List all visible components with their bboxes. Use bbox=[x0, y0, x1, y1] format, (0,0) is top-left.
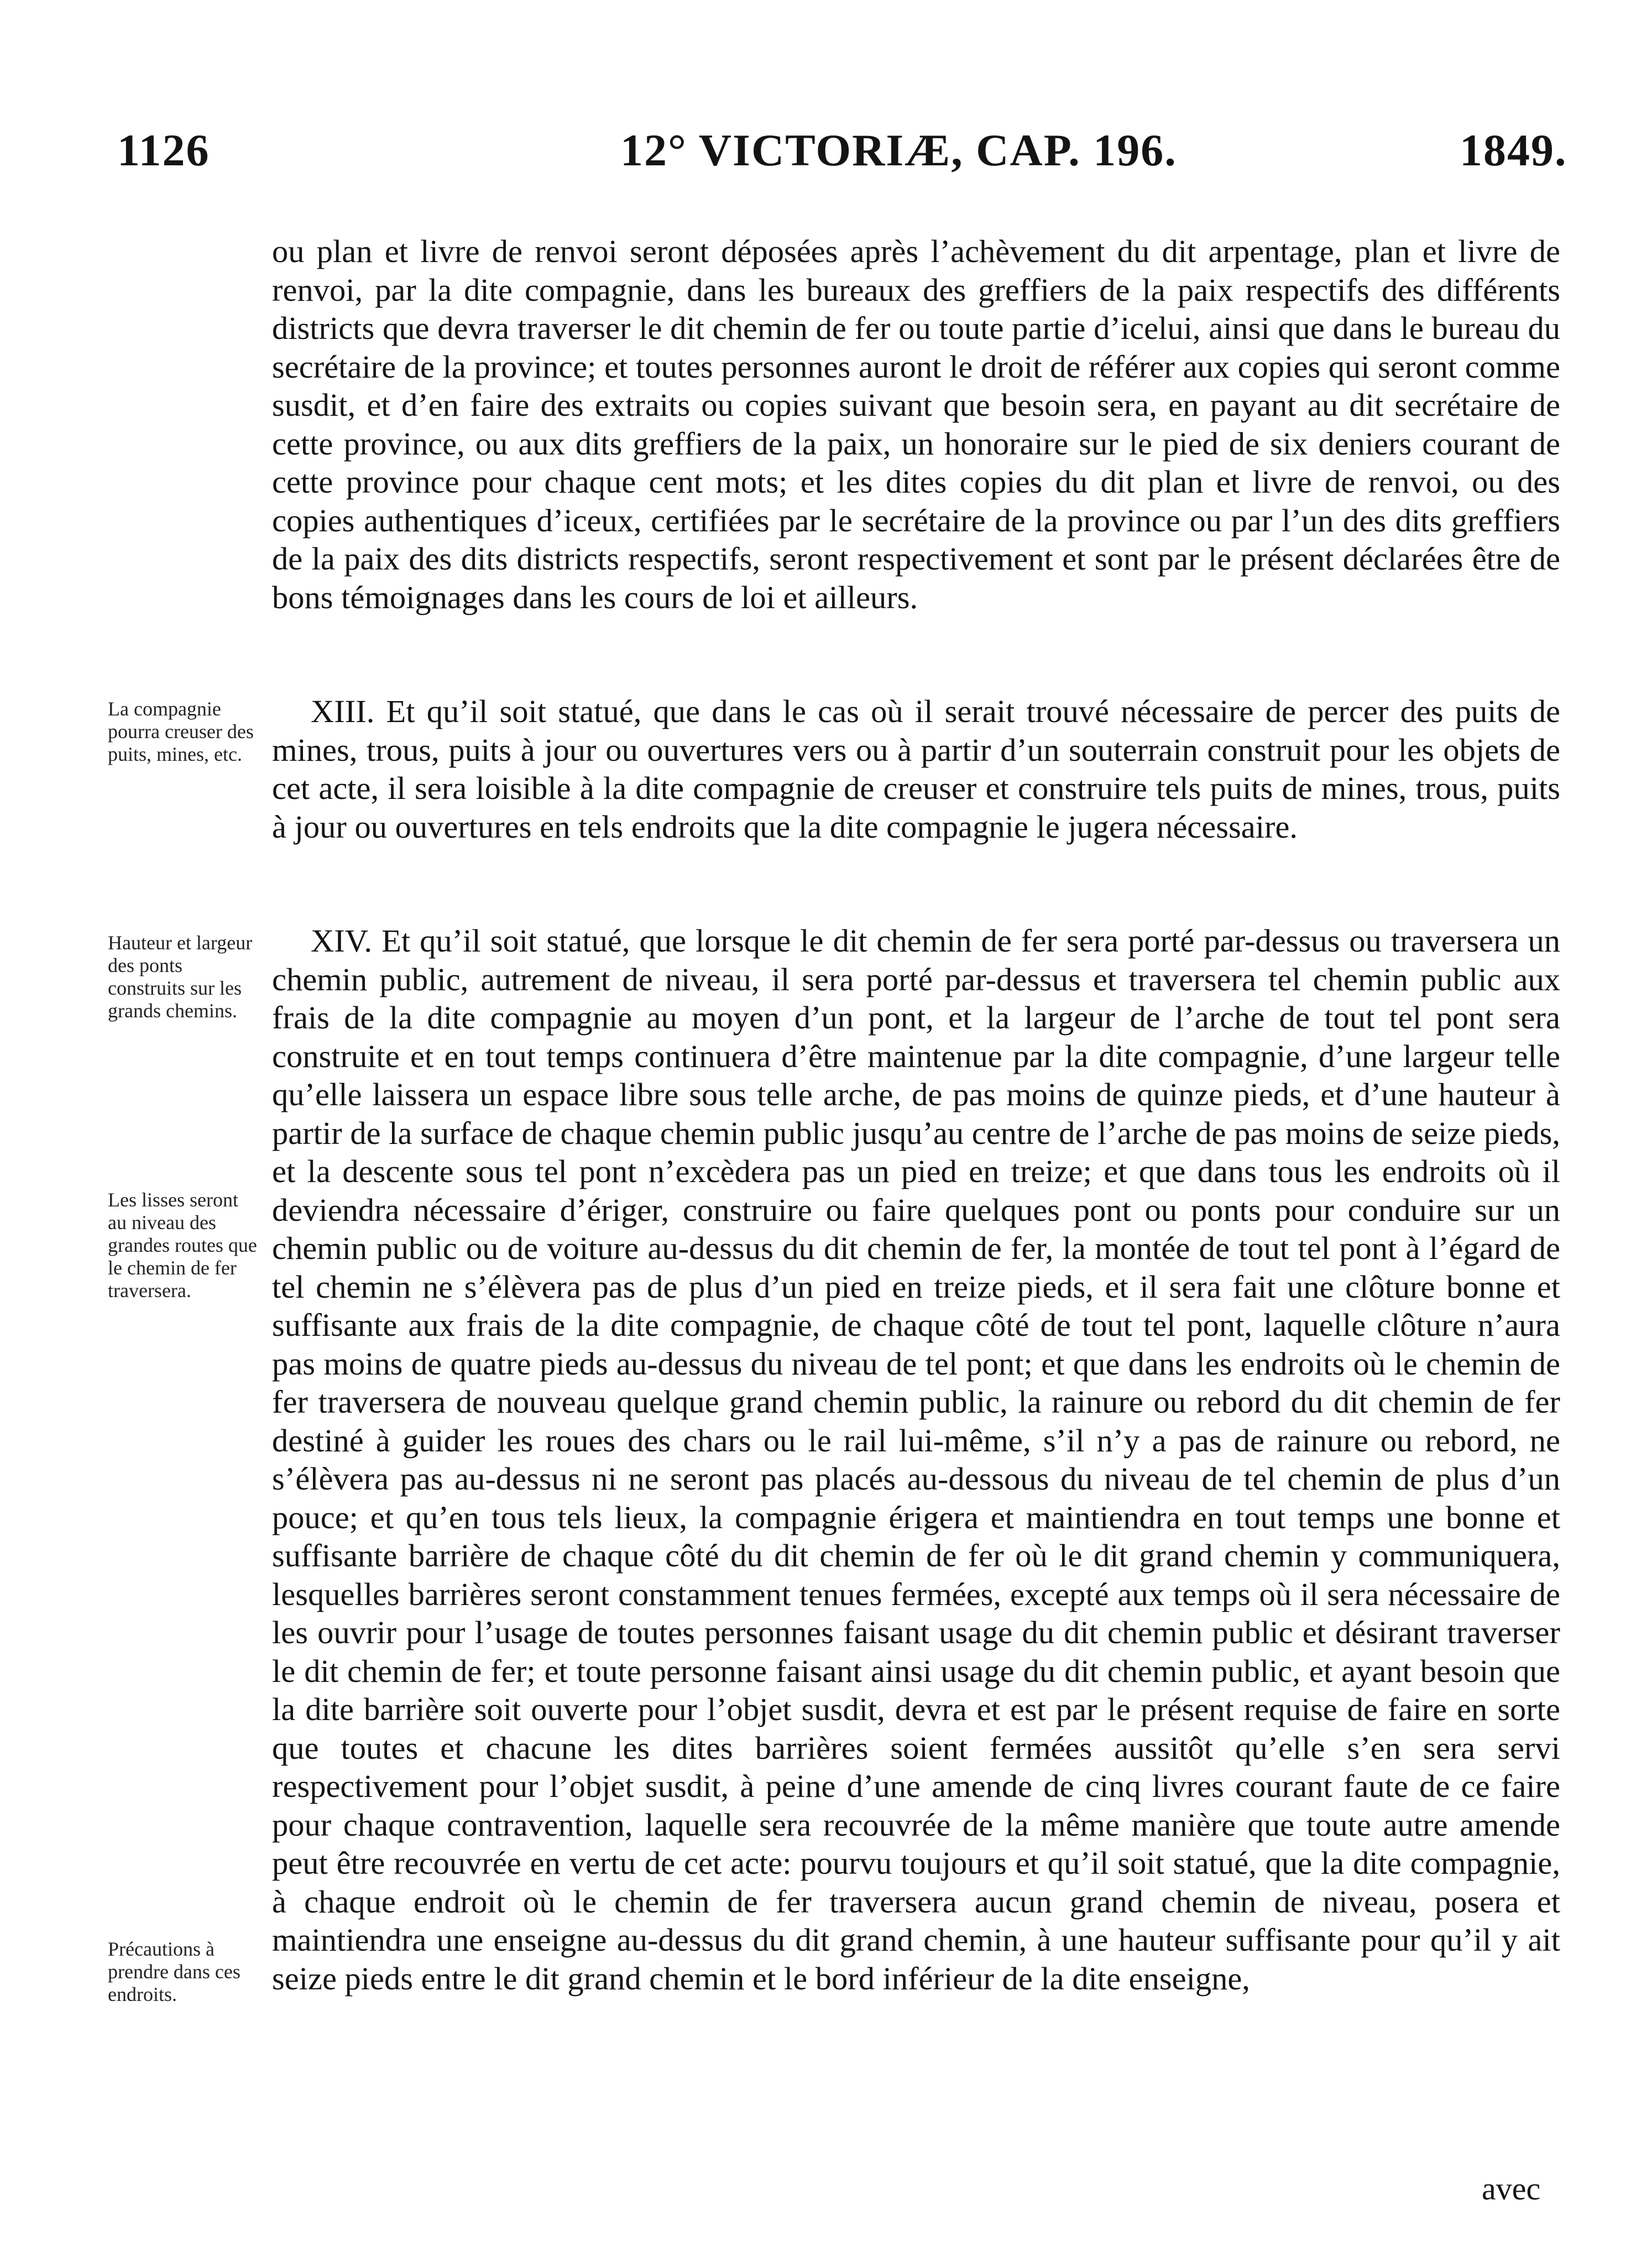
margin-note-ponts: Hauteur et largeur des ponts construits sur les grands chemins. bbox=[108, 932, 253, 1022]
page-number: 1126 bbox=[117, 125, 210, 175]
margin-note-precautions: Précautions à prendre dans ces endroits. bbox=[108, 1938, 241, 2005]
running-title: 12° VICTORIÆ, CAP. 196. bbox=[620, 125, 1177, 175]
body-paragraph-section-xiv bbox=[272, 922, 1560, 1998]
page-year: 1849. bbox=[1460, 125, 1567, 175]
catchword: avec bbox=[1482, 2171, 1541, 2207]
body-paragraph-continuation bbox=[272, 232, 1560, 616]
paragraph-text: ou plan et livre de renvoi seront déposées après l’achèvement du dit arpentage, plan et livre de renvoi, par la dite compagnie, dans les bureaux des greffiers de la paix respectifs des différents districts que devra traverser le dit chemin de fer ou toute partie d’icelui, ainsi que dans le bureau du secrétaire de la province; et toutes personnes auront le droit de référer aux copies qui seront comme susdit, et d’en faire des extraits ou copies suivant que besoin sera, en payant au dit secrétaire de cette province, ou aux dits greffiers de la paix, un honoraire sur le pied de six deniers courant de cette province pour chaque cent mots; et les dites copies du dit plan et livre de renvoi, ou des copies authentiques d’iceux, certifiées par le secrétaire de la province ou par l’un des dits greffiers de la paix des dits districts respectifs, seront respectivement et sont par le présent déclarées être de bons témoignages dans les cours de loi et ailleurs. bbox=[272, 233, 1560, 615]
paragraph-text: XIII. Et qu’il soit statué, que dans le cas où il serait trouvé nécessaire de percer des puits de mines, trous, puits à jour ou ouvertures vers ou à partir d’un souterrain construit pour les objets de cet acte, il sera loisible à la dite compagnie de creuser et construire tels puits de mines, trous, puits à jour ou ouvertures en tels endroits que la dite compagnie le jugera nécessaire. bbox=[272, 693, 1560, 845]
running-header bbox=[0, 123, 1652, 184]
paragraph-text: XIV. Et qu’il soit statué, que lorsque le dit chemin de fer sera porté par-dessus ou traversera un chemin public, autrement de niveau, il sera porté par-dessus et traversera tel chemin public aux frais de la dite compagnie au moyen d’un pont, et la largeur de l’arche de tout tel pont sera construite et en tout temps continuera d’être maintenue par la dite compagnie, d’une largeur telle qu’elle laissera un espace libre sous telle arche, de pas moins de quinze pieds, et d’une hauteur à partir de la surface de chaque chemin public jusqu’au centre de l’arche de pas moins de seize pieds, et la descente sous tel pont n’excèdera pas un pied en treize; et que dans tous les endroits où il deviendra nécessaire d’ériger, construire ou faire quelques pont ou ponts pour conduire sur un chemin public ou de voiture au-dessus du dit chemin de fer, la montée de tout tel pont à l’égard de tel chemin ne s’élèvera pas de plus d’un pied en treize pieds, et il sera fait une clôture bonne et suffisante aux frais de la dite compagnie, de chaque côté de tout tel pont, laquelle clôture n’aura pas moins de quatre pieds au-dessus du niveau de tel pont; et que dans les endroits où le chemin de fer traversera de nouveau quelque grand chemin public, la rainure ou rebord du dit chemin de fer destiné à guider les roues des chars ou le rail lui-même, s’il n’y a pas de rainure ou rebord, ne s’élèvera pas au-dessus ni ne seront pas placés au-dessous du niveau de tel chemin de plus d’un pouce; et qu’en tous tels lieux, la compagnie érigera et maintiendra en tout temps une bonne et suffisante barrière de chaque côté du dit chemin de fer où le dit grand chemin y communiquera, lesquelles barrières seront constamment tenues fermées, excepté aux temps où il sera nécessaire de les ouvrir pour l’usage de toutes personnes faisant usage du dit chemin public et désirant traverser le dit chemin de fer; et toute personne faisant ainsi usage du dit chemin public, et ayant besoin que la dite barrière soit ouverte pour l’objet susdit, devra et est par le présent requise de faire en sorte que toutes et chacune les dites barrières soient fermées aussitôt qu’elle s’en sera servi respectivement pour l’objet susdit, à peine d’une amende de cinq livres courant faute de ce faire pour chaque contravention, laquelle sera recouvrée de la même manière que toute autre amende peut être recouvrée en vertu de cet acte: pourvu toujours et qu’il soit statué, que la dite compagnie, à chaque endroit où le chemin de fer traversera aucun grand chemin de niveau, posera et maintiendra une enseigne au-dessus du dit grand chemin, à une hauteur suffisante pour qu’il y ait seize pieds entre le dit grand chemin et le bord inférieur de la dite enseigne, bbox=[272, 923, 1560, 1997]
margin-note-lisses: Les lisses seront au niveau des grandes routes que le chemin de fer traversera. bbox=[108, 1189, 257, 1302]
margin-note-puits: La compagnie pourra creuser des puits, mines, etc. bbox=[108, 698, 254, 765]
body-paragraph-section-xiii bbox=[272, 692, 1560, 846]
